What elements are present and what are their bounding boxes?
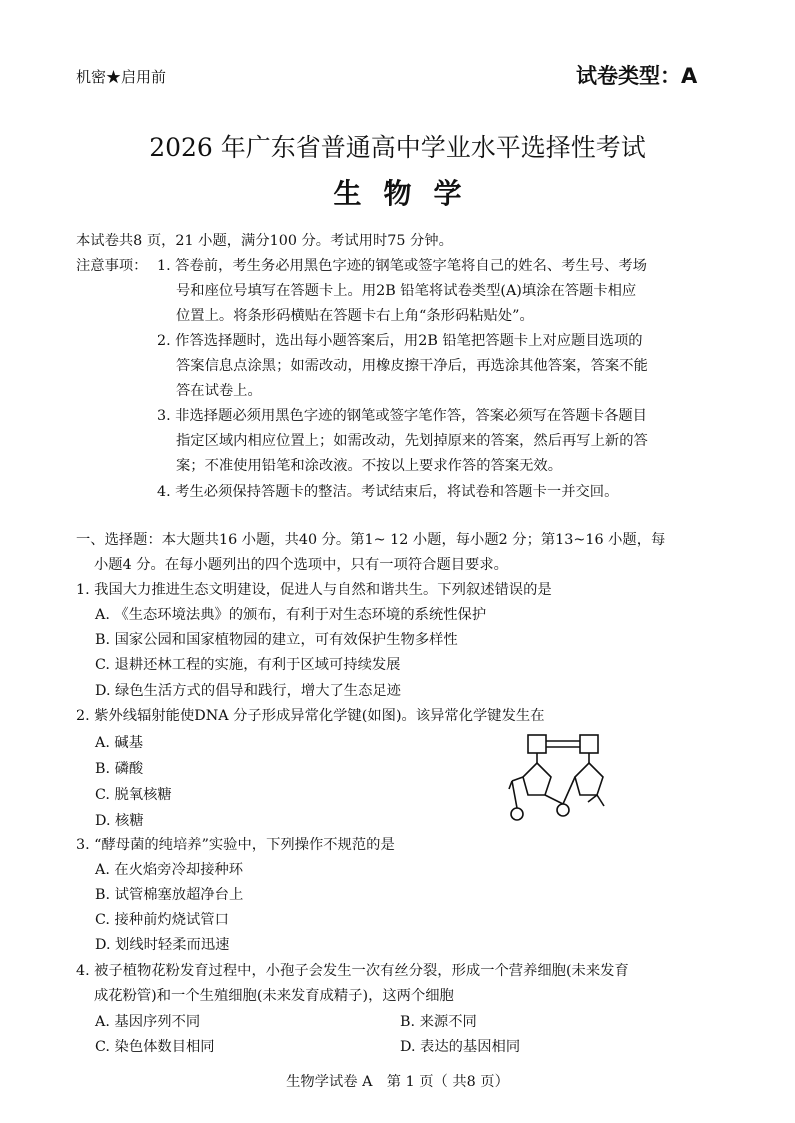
notice-line: 3. 非选择题必须用黑色字迹的钢笔或签字笔作答，答案必须写在答题卡各题目 [157,408,647,424]
phosphate-circle-left [511,808,523,820]
confidential-label: 机密★启用前 [76,68,167,86]
section-heading: 一、选择题：本大题共16 小题，共40 分。第1~ 12 小题，每小题2 分；第13~16 小题，每 [76,532,666,548]
question-option: C. 染色体数目相同 [95,1039,215,1055]
base-square-right [580,735,598,753]
notice-line: 位置上。将条形码横贴在答题卡右上角“条形码粘贴处”。 [176,308,534,324]
notice-line: 答在试卷上。 [176,383,262,399]
question-stem: 3. “酵母菌的纯培养”实验中，下列操作不规范的是 [76,837,395,853]
notice-line: 案；不准使用铅笔和涂改液。不按以上要求作答的答案无效。 [176,458,563,474]
question-option: A. 《生态环境法典》的颁布，有利于对生态环境的系统性保护 [95,607,487,623]
phosphate-circle-middle [557,804,569,816]
question-option: B. 试管棉塞放超净台上 [95,887,244,903]
question-option: D. 绿色生活方式的倡导和践行，增大了生态足迹 [95,683,401,699]
question-stem: 4. 被子植物花粉发育过程中，小孢子会发生一次有丝分裂，形成一个营养细胞(未来发育 [76,963,629,979]
question-option: A. 在火焰旁冷却接种环 [95,862,244,878]
phosphodiester-bond-line [563,777,575,804]
question-option: D. 核糖 [95,813,144,829]
subject-title: 生物学 [333,177,484,210]
question-option: A. 碱基 [95,735,144,751]
notice-line: 答案信息点涂黑；如需改动，用橡皮擦干净后，再选涂其他答案，答案不能 [176,358,648,374]
phosphodiester-bond-line [545,795,563,804]
question-option: B. 国家公园和国家植物园的建立，可有效保护生物多样性 [95,632,458,648]
question-option: A. 基因序列不同 [95,1014,201,1030]
question-option: C. 接种前灼烧试管口 [95,912,229,928]
notice-line: 4. 考生必须保持答题卡的整洁。考试结束后，将试卷和答题卡一并交回。 [157,484,619,500]
question-option: D. 表达的基因相同 [400,1039,521,1055]
deoxyribose-ring-left [523,763,551,795]
paper-type-label: 试卷类型：A [576,64,698,88]
question-option: C. 脱氧核糖 [95,787,172,803]
page-footer: 生物学试卷 A 第 1 页（ 共8 页） [286,1074,509,1090]
sugar-bond-line [597,795,604,806]
question-option: C. 退耕还林工程的实施，有利于区域可持续发展 [95,657,401,673]
notice-line: 指定区域内相应位置上；如需改动，先划掉原来的答案，然后再写上新的答 [176,433,648,449]
notice-line: 号和座位号填写在答题卡上。用2B 铅笔将试卷类型(A)填涂在答题卡相应 [176,283,637,299]
exam-intro: 本试卷共8 页，21 小题，满分100 分。考试用时75 分钟。 [76,233,453,249]
deoxyribose-ring-right [575,763,603,795]
exam-title: 2026 年广东省普通高中学业水平选择性考试 [149,133,646,162]
dna-dimer-diagram [500,732,620,828]
base-square-left [528,735,546,753]
question-stem: 2. 紫外线辐射能使DNA 分子形成异常化学键(如图)。该异常化学键发生在 [76,708,545,724]
section-heading: 小题4 分。在每小题列出的四个选项中，只有一项符合题目要求。 [94,557,508,573]
sugar-bond-line [512,781,517,808]
question-stem: 1. 我国大力推进生态文明建设，促进人与自然和谐共生。下列叙述错误的是 [76,582,552,598]
notice-line: 2. 作答选择题时，选出每小题答案后，用2B 铅笔把答题卡上对应题目选项的 [157,333,643,349]
question-option: D. 划线时轻柔而迅速 [95,937,230,953]
notice-line: 1. 答卷前，考生务必用黑色字迹的钢笔或签字笔将自己的姓名、考生号、考场 [157,258,647,274]
sugar-bond-line [588,795,597,802]
notice-label: 注意事项： [76,258,148,274]
question-option: B. 来源不同 [400,1014,477,1030]
question-stem: 成花粉管)和一个生殖细胞(未来发育成精子)，这两个细胞 [94,988,454,1004]
sugar-bond-line [512,777,523,781]
question-option: B. 磷酸 [95,761,144,777]
